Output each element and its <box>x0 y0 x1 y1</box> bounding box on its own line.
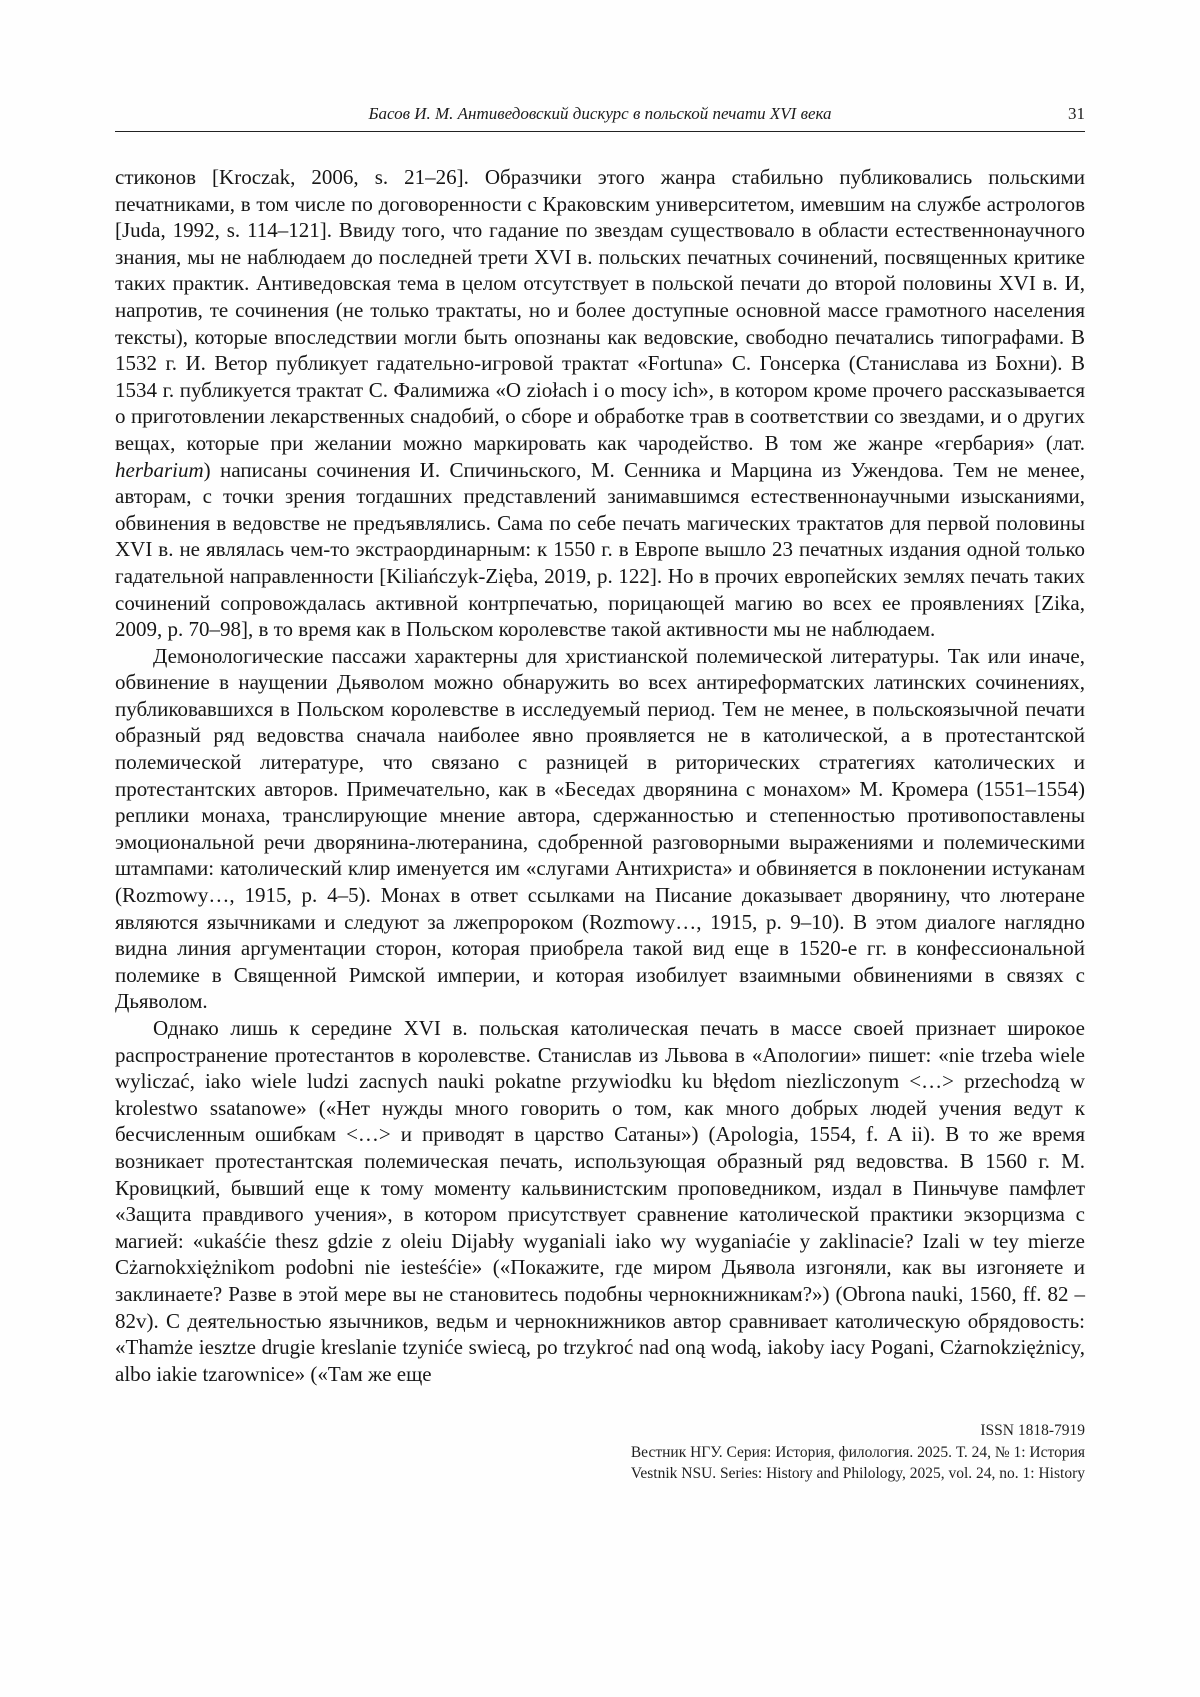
header-rule <box>115 131 1085 132</box>
paragraph <box>115 643 1085 1015</box>
running-header-row <box>115 104 1085 131</box>
italic-run: herbarium <box>115 457 204 482</box>
page-number: 31 <box>1068 104 1085 123</box>
text-run: стиконов [Kroczak, 2006, s. 21–26]. Образчики этого жанра стабильно публиковались польскими печатниками, в том числе по договоренности с Краковским университетом, имевшим на службе астрологов [Juda, 1992, s. 114–121]. Ввиду того, что гадание по звездам существовало в области естественнонаучного знания, мы не наблюдаем до последней трети XVI в. польских печатных сочинений, посвященных критике таких практик. Антиведовская тема в целом отсутствует в польской печати до второй половины XVI в. И, напротив, те сочинения (не только трактаты, но и более доступные основной массе грамотного населения тексты), которые впоследствии могли быть опознаны как ведовские, свободно печатались типографами. В 1532 г. И. Ветор публикует гадательно-игровой трактат «Fortuna» С. Гонсерка (Станислава из Бохни). В 1534 г. публикуется трактат С. Фалимижа «O ziołach i o mocy ich», в котором кроме прочего рассказывается о приготовлении лекарственных снадобий, о сборе и обработке трав в соответствии со звездами, и о других вещах, которые при желании можно маркировать как чародейство. В том же жанре «гербария» (лат. <box>115 165 1085 455</box>
running-header <box>115 104 1085 132</box>
footer-journal-line-ru: Вестник НГУ. Серия: История, филология. 2025. Т. 24, № 1: История <box>630 1443 1085 1461</box>
paragraph <box>115 164 1085 643</box>
text-run: ) написаны сочинения И. Спичиньского, М. Сенника и Марцина из Ужендова. Тем не менее, авторам, с точки зрения тогдашних представлений занимавшимся естественнонаучными изысканиями, обвинения в ведовстве не предъявлялись. Сама по себе печать магических трактатов для первой половины XVI в. не являлась чем-то экстраординарным: к 1550 г. в Европе вышло 23 печатных издания одной только гадательной направленности [Kiliańczyk-Zięba, 2019, p. 122]. Но в прочих европейских землях печать таких сочинений сопровождалась активной контрпечатью, порицающей магию во всех ее проявлениях [Zika, 2009, p. 70–98], в то время как в Польском королевстве такой активности мы не наблюдаем. <box>115 457 1085 642</box>
footer-journal-line-en: Vestnik NSU. Series: History and Philology, 2025, vol. 24, no. 1: History <box>630 1465 1085 1482</box>
text-run: Демонологические пассажи характерны для христианской полемической литературы. Так или иначе, обвинение в наущении Дьяволом можно обнаружить во всех антиреформатских латинских сочинениях, публиковавшихся в Польском королевстве в исследуемый период. Тем не менее, в польскоязычной печати образный ряд ведовства сначала наиболее явно проявляется не в католической, а в протестантской полемической литературе, что связано с разницей в риторических стратегиях католических и протестантских авторов. Примечательно, как в «Беседах дворянина с монахом» М. Кромера (1551–1554) реплики монаха, транслирующие мнение автора, сдержанностью и степенностью противопоставлены эмоциональной речи дворянина-лютеранина, сдобренной разговорными выражениями и полемическими штампами: католический клир именуется им «слугами Антихриста» и обвиняется в поклонении истуканам (Rozmowy…, 1915, p. 4–5). Монах в ответ ссылками на Писание доказывает дворянину, что лютеране являются язычниками и следуют за лжепророком (Rozmowy…, 1915, p. 9–10). В этом диалоге наглядно видна линия аргументации сторон, которая приобрела такой вид еще в 1520-е гг. в конфессиональной полемике в Священной Римской империи, и которая изобилует взаимными обвинениями в связях с Дьяволом. <box>115 643 1085 1014</box>
article-body <box>115 164 1085 1387</box>
page-footer <box>631 1420 1085 1485</box>
running-title: Басов И. М. Антиведовский дискурс в польской печати XVI века <box>368 104 832 123</box>
paragraph <box>115 1015 1085 1387</box>
text-block <box>115 104 1085 1387</box>
text-run: Однако лишь к середине XVI в. польская католическая печать в массе своей признает широкое распространение протестантов в королевстве. Станислав из Львова в «Апологии» пишет: «nie trzeba wiele wyliczać, iako wiele ludzi zacnych nauki pokatne przywiodku ku błędom niezliczonym <…> przechodzą w krolestwo ssatanowe» («Нет нужды много говорить о том, как много добрых людей учения ведут к бесчисленным ошибкам <…> и приводят в царство Сатаны») (Apologia, 1554, f. A ii). В то же время возникает протестантская полемическая печать, использующая образный ряд ведовства. В 1560 г. М. Кровицкий, бывший еще к тому моменту кальвинистским проповедником, издал в Пиньчуве памфлет «Защита правдивого учения», в котором присутствует сравнение католической практики экзорцизма с магией: «ukaśćie thesz gdzie z oleiu Dijabły wyganiali iako wy wyganiaćie y zaklinacie? Izali w tey mierze Cżarnokxiężnikom podobni nie iesteśćie» («Покажите, где миром Дьявола изгоняли, как вы изгоняете и заклинаете? Разве в этой мере вы не становитесь подобны чернокнижникам?») (Obrona nauki, 1560, ff. 82 – 82v). С деятельностью язычников, ведьм и чернокнижников автор сравнивает католическую обрядовость: «Thamże iesztze drugie kreslanie tzyniće swiecą, po trzykroć nad oną wodą, iakoby iacy Pogani, Cżarnokziężnicy, albo iakie tzarownice» («Там же еще <box>115 1016 1085 1386</box>
footer-issn: ISSN 1818-7919 <box>980 1422 1085 1439</box>
